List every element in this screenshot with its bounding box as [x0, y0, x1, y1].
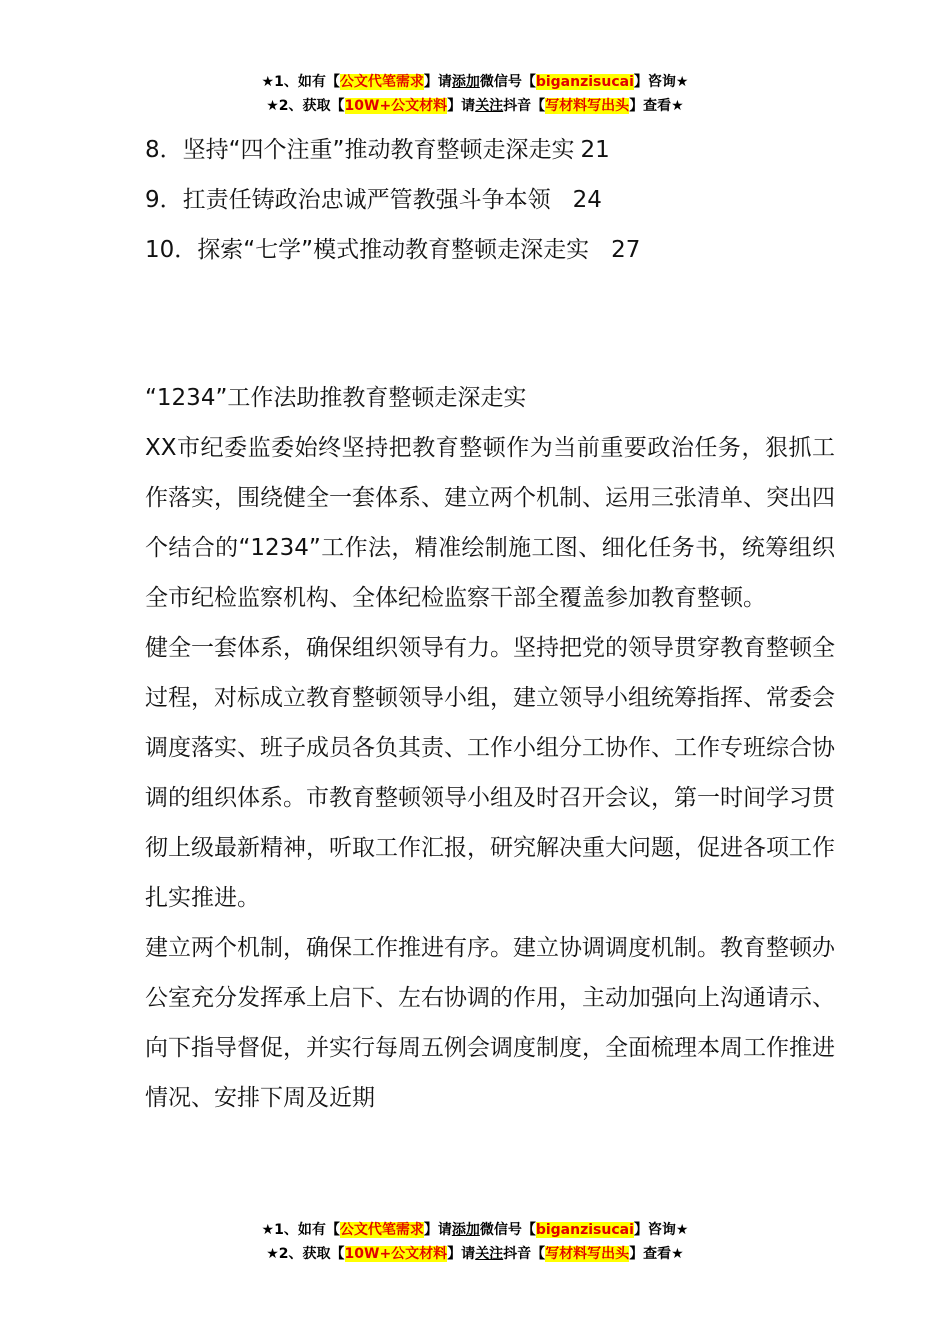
toc-item-text: 8．坚持“四个注重”推动教育整顿走深走实	[145, 137, 575, 163]
toc-item-page: 27	[611, 237, 641, 263]
banner-text: ★2、获取【	[266, 98, 345, 114]
header-banner	[0, 70, 950, 118]
banner-underlined: 关注	[475, 1246, 504, 1262]
toc-item-text: 10．探索“七学”模式推动教育整顿走深走实	[145, 237, 590, 263]
banner-highlight: biganzisucai	[535, 1222, 634, 1238]
banner-line-2	[0, 1242, 950, 1266]
banner-text: 】咨询★	[633, 74, 689, 90]
banner-text: ★2、获取【	[266, 1246, 345, 1262]
banner-line-1	[0, 70, 950, 94]
banner-text: 】查看★	[629, 1246, 684, 1262]
article-paragraph: 健全一套体系，确保组织领导有力。坚持把党的领导贯穿教育整顿全过程，对标成立教育整顿领导小组，建立领导小组统筹指挥、常委会调度落实、班子成员各负其责、工作小组分工协作、工作专班综合协调的组织体系。市教育整顿领导小组及时召开会议，第一时间学习贯彻上级最新精神，听取工作汇报，研究解决重大问题，促进各项工作扎实推进。	[145, 635, 835, 911]
banner-underlined: 添加	[451, 74, 480, 90]
banner-highlight: 写材料写出头	[545, 98, 630, 114]
toc-item-page: 24	[572, 187, 602, 213]
banner-text: 抖音【	[503, 1246, 546, 1262]
article-paragraph: XX市纪委监委始终坚持把教育整顿作为当前重要政治任务，狠抓工作落实，围绕健全一套体系、建立两个机制、运用三张清单、突出四个结合的“1234”工作法，精准绘制施工图、细化任务书，统筹组织全市纪检监察机构、全体纪检监察干部全覆盖参加教育整顿。	[145, 435, 835, 611]
banner-text: 】请	[423, 1222, 452, 1238]
banner-text: 】咨询★	[633, 1222, 689, 1238]
toc-item	[145, 125, 845, 175]
banner-text: 】查看★	[629, 98, 684, 114]
banner-highlight: 10W+公文材料	[344, 1246, 448, 1262]
toc-item	[145, 225, 845, 275]
table-of-contents	[145, 125, 845, 275]
banner-text: 抖音【	[503, 98, 546, 114]
article-title: “1234”工作法助推教育整顿走深走实	[145, 385, 527, 411]
banner-text: ★1、如有【	[261, 1222, 340, 1238]
banner-highlight: 写材料写出头	[545, 1246, 630, 1262]
banner-line-2	[0, 94, 950, 118]
banner-text: 】请	[447, 98, 476, 114]
banner-highlight: 10W+公文材料	[344, 98, 448, 114]
toc-item	[145, 175, 845, 225]
banner-highlight: 公文代笔需求	[339, 74, 424, 90]
banner-highlight: biganzisucai	[535, 74, 634, 90]
toc-item-page: 21	[580, 137, 610, 163]
banner-text: 】请	[423, 74, 452, 90]
toc-item-text: 9．扛责任铸政治忠诚严管教强斗争本领	[145, 187, 551, 213]
banner-text: 】请	[447, 1246, 476, 1262]
banner-underlined: 关注	[475, 98, 504, 114]
article-body	[145, 373, 835, 1123]
banner-text: 微信号【	[479, 74, 536, 90]
banner-highlight: 公文代笔需求	[339, 1222, 424, 1238]
article-paragraph: 建立两个机制，确保工作推进有序。建立协调调度机制。教育整顿办公室充分发挥承上启下、左右协调的作用，主动加强向上沟通请示、向下指导督促，并实行每周五例会调度制度，全面梳理本周工作推进情况、安排下周及近期	[145, 935, 835, 1111]
banner-underlined: 添加	[451, 1222, 480, 1238]
banner-text: 微信号【	[479, 1222, 536, 1238]
footer-banner	[0, 1218, 950, 1266]
banner-text: ★1、如有【	[261, 74, 340, 90]
banner-line-1	[0, 1218, 950, 1242]
